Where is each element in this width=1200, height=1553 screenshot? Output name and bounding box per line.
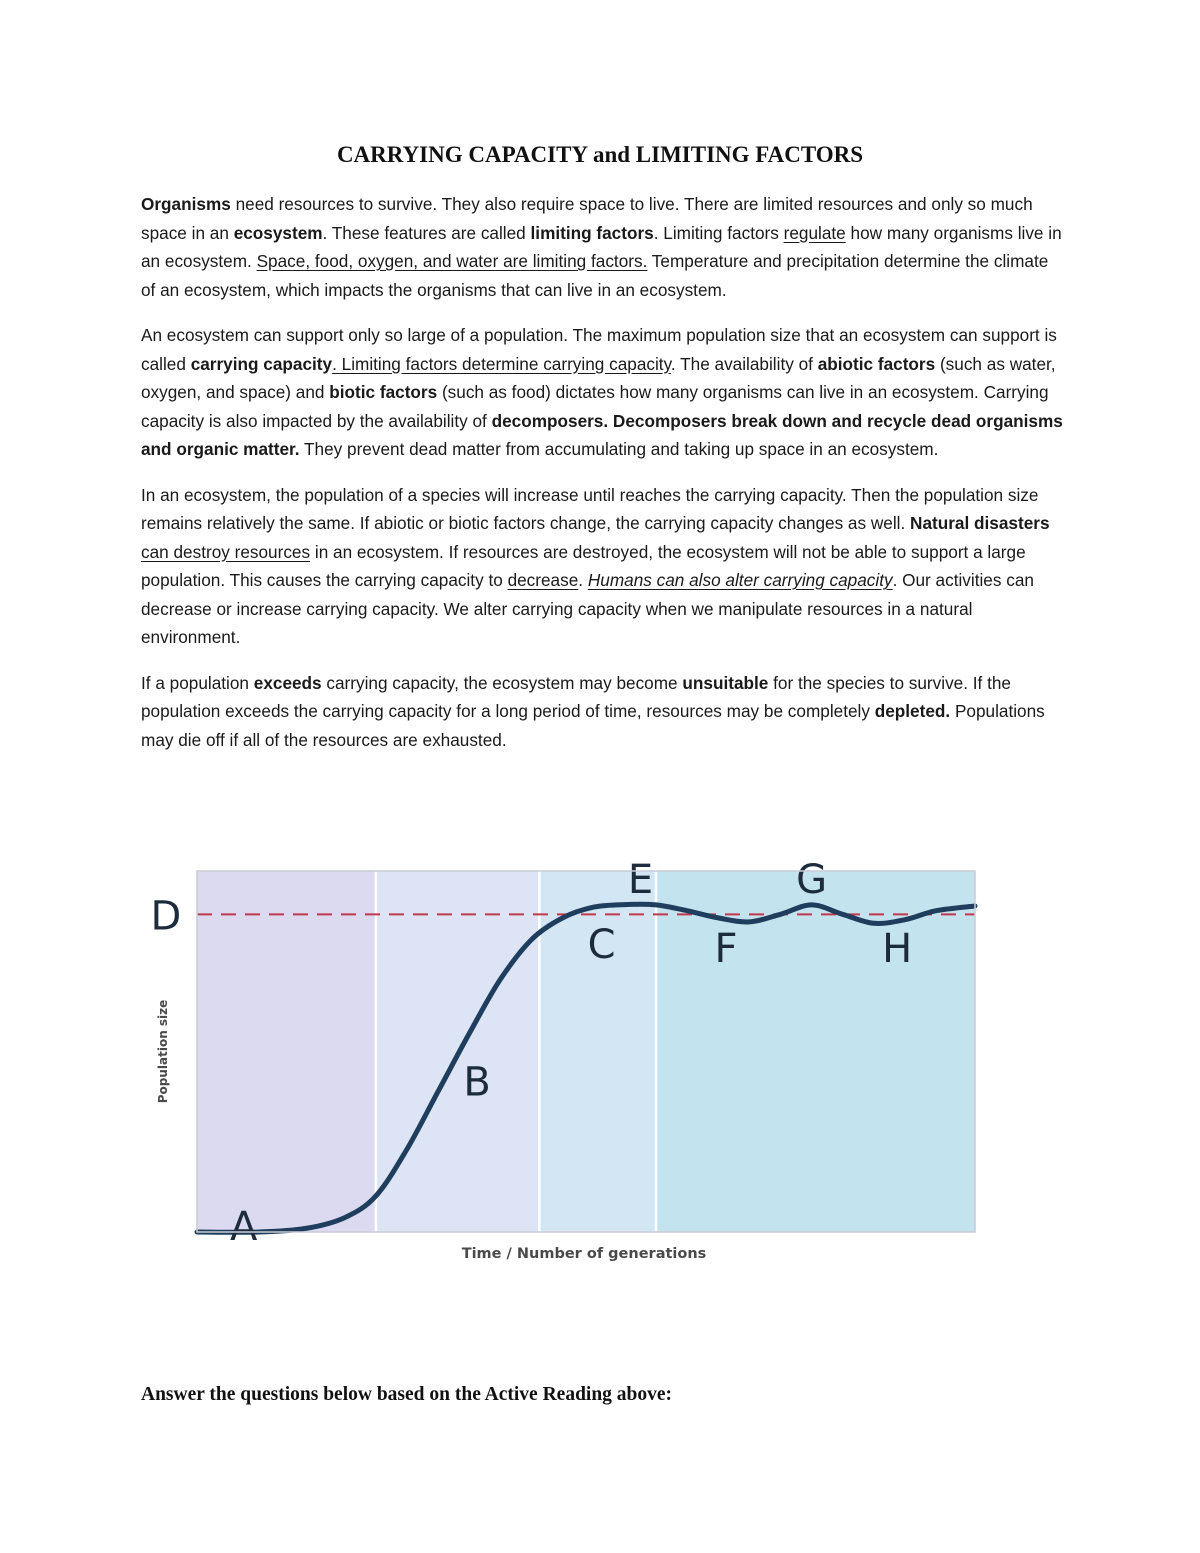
term-depleted: depleted. [874,701,951,721]
limiting-factors-list: Space, food, oxygen, and water are limiting factors. [256,251,648,271]
text-span: In an ecosystem, the population of a species will increase until reaches the carrying capacity. Then the population size remains relatively the same. If abiotic or biotic factors change, the carrying capacity changes as well. [141,484,1039,533]
point-label-c: C [587,922,616,969]
limiting-factors-statement: . Limiting factors determine carrying capacity [332,353,671,374]
text-span: carrying capacity, the ecosystem may become [321,672,683,693]
term-carrying-capacity: carrying capacity [190,353,333,374]
paragraph-carrying-capacity [141,321,1066,464]
text-span: Temperature and precipitation determine the climate of an ecosystem, which impacts the organisms that can live in an ecosystem. [141,251,1049,300]
point-label-h: H [882,925,913,972]
text-span: for the species to survive. If the population exceeds the carrying capacity for a long period of time, resources may be completely [141,672,1011,721]
text-span: need resources to survive. They also require space to live. There are limited resources and only so much space in an [141,194,1033,243]
text-span: Populations may die off if all of the resources are exhausted. [141,701,1045,750]
point-label-b: B [463,1059,491,1106]
text-span: (such as water, oxygen, and space) and [141,353,1056,402]
term-exceeds: exceeds [253,672,322,693]
carrying-capacity-chart [140,858,990,1278]
text-span: . [578,570,588,590]
text-span: (such as food) dictates how many organisms can live in an ecosystem. Carrying capacity is also impacted by the availability of [141,382,1049,431]
phase-band-4 [656,871,975,1232]
term-organisms: Organisms [141,194,231,214]
humans-alter-phrase: Humans can also alter carrying capacity [587,570,893,590]
text-span: . These features are called [322,222,531,243]
active-reading-text [141,190,1066,771]
term-ecosystem: ecosystem [233,222,323,243]
y-axis-label: Population size [156,999,170,1104]
text-span: They prevent dead matter from accumulating and taking up space in an ecosystem. [299,439,939,459]
term-decomposers: decomposers. Decomposers break down and recycle dead organisms and organic matter. [141,410,1063,459]
text-span: in an ecosystem. If resources are destroyed, the ecosystem will not be able to support a large population. This causes the carrying capacity to [141,541,1026,590]
point-label-a: A [229,1203,258,1250]
point-label-f: F [714,925,738,972]
page-title: CARRYING CAPACITY and LIMITING FACTORS [336,142,864,167]
paragraph-population-change [141,481,1066,652]
text-span: how many organisms live in an ecosystem. [141,222,1062,271]
term-unsuitable: unsuitable [682,672,769,693]
term-abiotic-factors: abiotic factors [817,353,936,374]
text-span: . The availability of [670,353,818,374]
text-span: If a population [141,672,254,693]
text-span: An ecosystem can support only so large of a population. The maximum population size that an ecosystem can support is called [141,325,1057,374]
text-span: . Our activities can decrease or increase carrying capacity. We alter carrying capacity when we manipulate resources in a natural environment. [141,570,1034,647]
questions-heading: Answer the questions below based on the Active Reading above: [141,1384,673,1405]
term-biotic-factors: biotic factors [329,382,438,402]
point-label-e: E [627,858,654,904]
term-decrease: decrease [507,570,579,590]
chart-svg [140,858,990,1278]
x-axis-label: Time / Number of generations [461,1246,707,1262]
point-label-g: G [796,858,828,904]
point-label-d: D [150,893,182,940]
term-natural-disasters: Natural disasters [910,513,1050,533]
term-limiting-factors: limiting factors [530,222,654,243]
phase-band-1 [197,871,376,1232]
paragraph-exceeding-capacity [141,669,1066,755]
text-span: . Limiting factors [653,222,784,243]
destroy-resources-phrase: can destroy resources [141,541,311,562]
paragraph-limiting-factors [141,190,1066,304]
term-regulate: regulate [783,222,846,243]
